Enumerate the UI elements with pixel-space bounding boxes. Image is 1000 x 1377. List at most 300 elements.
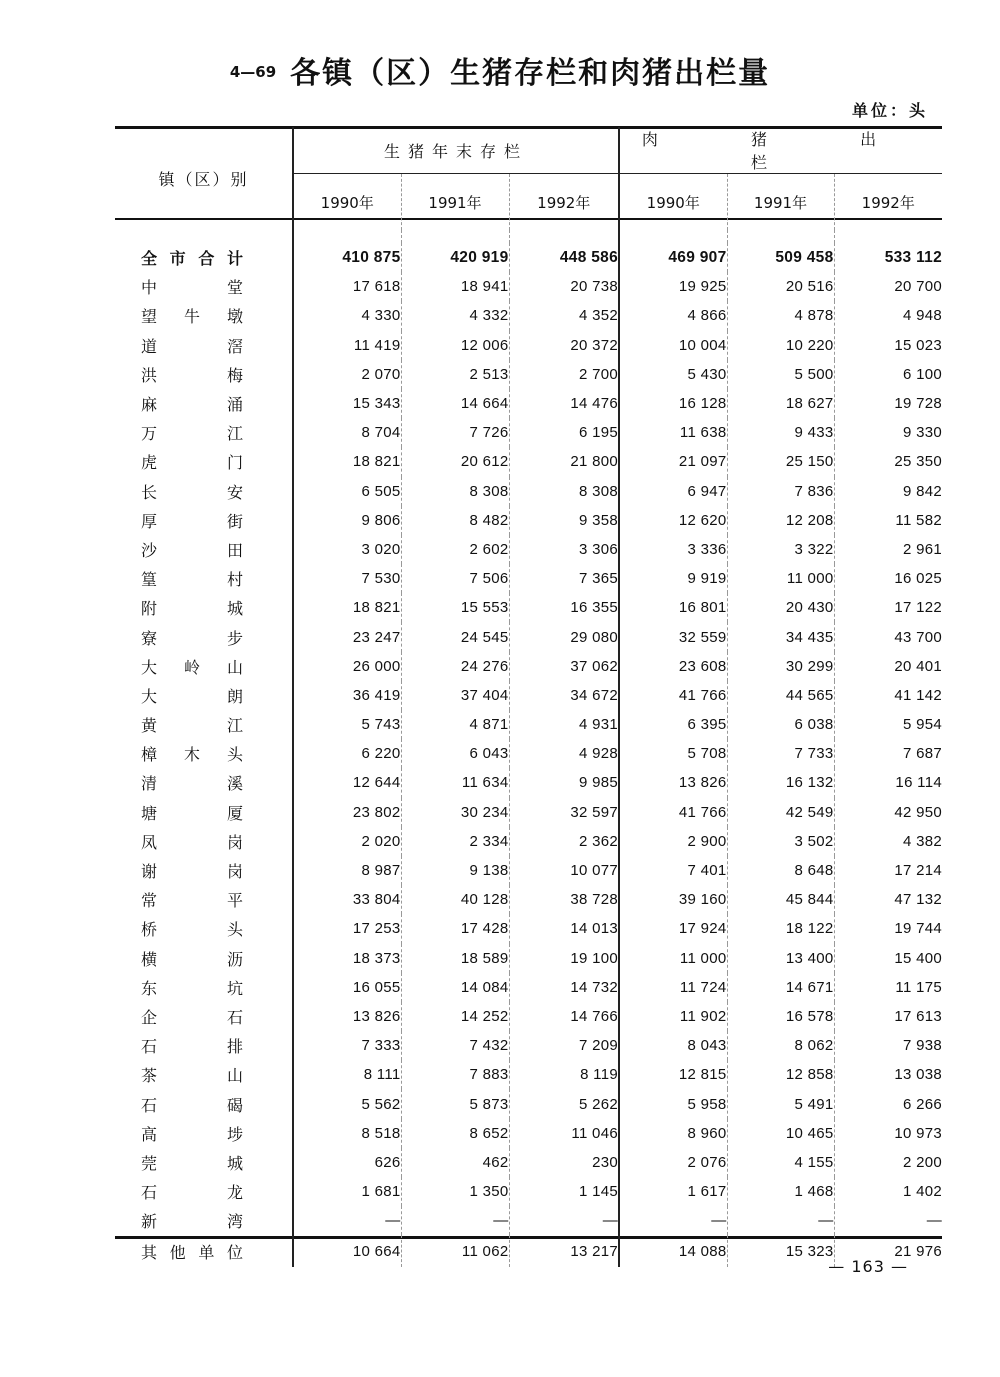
table-row — [115, 1148, 942, 1177]
value-cell: 4 330 — [293, 301, 401, 330]
value-cell: 5 708 — [619, 739, 727, 768]
value-cell: 4 871 — [401, 710, 509, 739]
value-cell: 16 132 — [727, 768, 834, 797]
region-name-cell — [115, 1177, 293, 1206]
value-cell: 2 700 — [509, 360, 619, 389]
region-name-char: 城 — [226, 1153, 243, 1173]
value-cell: 8 987 — [293, 856, 401, 885]
value-cell: 18 821 — [293, 447, 401, 476]
region-name-char: 堂 — [226, 278, 243, 298]
table-row — [115, 768, 942, 797]
value-cell: 17 613 — [834, 1002, 942, 1031]
slaughter-group-header: 肉 猪 出 栏 — [619, 127, 942, 174]
value-cell: 8 308 — [401, 477, 509, 506]
table-row — [115, 914, 942, 943]
region-name-cell — [115, 768, 293, 797]
value-cell: 14 732 — [509, 973, 619, 1002]
value-cell: 14 671 — [727, 973, 834, 1002]
value-cell: 5 430 — [619, 360, 727, 389]
value-cell: 45 844 — [727, 885, 834, 914]
value-cell: 4 332 — [401, 301, 509, 330]
value-cell: 448 586 — [509, 243, 619, 272]
value-cell: 15 323 — [727, 1235, 834, 1267]
region-name-char: 清 — [141, 774, 158, 794]
value-cell: 39 160 — [619, 885, 727, 914]
value-cell: 19 100 — [509, 944, 619, 973]
value-cell: 40 128 — [401, 885, 509, 914]
value-cell: 15 023 — [834, 331, 942, 360]
value-cell: 8 652 — [401, 1119, 509, 1148]
table-row — [115, 739, 942, 768]
value-cell: 18 589 — [401, 944, 509, 973]
year-header: 1991年 — [401, 174, 509, 231]
region-name-cell — [115, 447, 293, 476]
value-cell: 2 020 — [293, 827, 401, 856]
value-cell: 6 947 — [619, 477, 727, 506]
value-cell: 8 308 — [509, 477, 619, 506]
region-name-char: 全 — [141, 249, 158, 269]
year-header: 1992年 — [834, 174, 942, 231]
value-cell: 16 578 — [727, 1002, 834, 1031]
value-cell: 9 985 — [509, 768, 619, 797]
value-cell: 7 365 — [509, 564, 619, 593]
value-cell: 10 220 — [727, 331, 834, 360]
region-name-cell — [115, 331, 293, 360]
value-cell: 23 247 — [293, 622, 401, 651]
region-name-char: 莞 — [141, 1153, 158, 1173]
region-name-char: 横 — [141, 949, 158, 969]
region-name-char: 凤 — [141, 832, 158, 852]
value-cell: 21 976 — [834, 1235, 942, 1267]
table-row — [115, 477, 942, 506]
region-name-char: 樟 — [141, 745, 158, 765]
value-cell: 23 608 — [619, 652, 727, 681]
value-cell: 16 801 — [619, 593, 727, 622]
region-name-char: 桥 — [141, 920, 158, 940]
page-number: — 163 — — [828, 1257, 908, 1276]
value-cell: 8 960 — [619, 1119, 727, 1148]
region-name-char: 步 — [226, 628, 243, 648]
value-cell: 14 766 — [509, 1002, 619, 1031]
table-row — [115, 593, 942, 622]
value-cell: 20 372 — [509, 331, 619, 360]
table-row — [115, 681, 942, 710]
region-name-char: 岭 — [183, 657, 200, 677]
value-cell: 17 618 — [293, 272, 401, 301]
value-cell: 15 343 — [293, 389, 401, 418]
table-row — [115, 418, 942, 447]
value-cell: 10 004 — [619, 331, 727, 360]
table-row — [115, 331, 942, 360]
table-title-text: 各镇（区）生猪存栏和肉猪出栏量 — [290, 56, 771, 91]
region-name-char: 厦 — [226, 803, 243, 823]
table-row — [115, 1031, 942, 1060]
value-cell: 16 114 — [834, 768, 942, 797]
value-cell: 24 545 — [401, 622, 509, 651]
region-name-char: 高 — [141, 1124, 158, 1144]
region-name-char: 计 — [226, 249, 243, 269]
value-cell: — — [509, 1206, 619, 1235]
value-cell: 19 744 — [834, 914, 942, 943]
value-cell: 9 433 — [727, 418, 834, 447]
region-name-char: 沥 — [226, 949, 243, 969]
value-cell: 9 358 — [509, 506, 619, 535]
value-cell: 11 175 — [834, 973, 942, 1002]
value-cell: 17 214 — [834, 856, 942, 885]
value-cell: 6 266 — [834, 1089, 942, 1118]
value-cell: 36 419 — [293, 681, 401, 710]
table-row — [115, 1206, 942, 1235]
year-header: 1990年 — [619, 174, 727, 231]
region-name-cell — [115, 944, 293, 973]
value-cell: 7 733 — [727, 739, 834, 768]
value-cell: 2 900 — [619, 827, 727, 856]
value-cell: 11 046 — [509, 1119, 619, 1148]
value-cell: 20 401 — [834, 652, 942, 681]
value-cell: 4 948 — [834, 301, 942, 330]
value-cell: 16 025 — [834, 564, 942, 593]
region-name-char: 牛 — [183, 307, 200, 327]
region-name-cell — [115, 360, 293, 389]
region-name-char: 排 — [226, 1037, 243, 1057]
value-cell: 7 883 — [401, 1060, 509, 1089]
table-row — [115, 389, 942, 418]
region-name-cell — [115, 1002, 293, 1031]
region-name-char: 单 — [198, 1242, 215, 1262]
table-row — [115, 622, 942, 651]
region-name-char: 江 — [226, 424, 243, 444]
value-cell: 43 700 — [834, 622, 942, 651]
region-name-char: 市 — [169, 249, 186, 269]
value-cell: 20 516 — [727, 272, 834, 301]
value-cell: — — [834, 1206, 942, 1235]
value-cell: 14 476 — [509, 389, 619, 418]
region-name-char: 位 — [226, 1242, 243, 1262]
value-cell: 17 253 — [293, 914, 401, 943]
region-column-header: 镇（区）别 — [158, 170, 249, 189]
table-row — [115, 944, 942, 973]
value-cell: 1 145 — [509, 1177, 619, 1206]
region-name-cell — [115, 622, 293, 651]
value-cell: 7 432 — [401, 1031, 509, 1060]
region-name-char: 大 — [141, 686, 158, 706]
value-cell: 12 208 — [727, 506, 834, 535]
value-cell: 30 299 — [727, 652, 834, 681]
table-number: 4—69 — [229, 63, 277, 81]
table-row — [115, 360, 942, 389]
value-cell: 11 582 — [834, 506, 942, 535]
table-row — [115, 1002, 942, 1031]
region-name-char: 山 — [226, 657, 243, 677]
value-cell: 17 428 — [401, 914, 509, 943]
value-cell: 15 553 — [401, 593, 509, 622]
value-cell: 8 482 — [401, 506, 509, 535]
value-cell: 12 644 — [293, 768, 401, 797]
value-cell: 18 821 — [293, 593, 401, 622]
unit-label: 单位：头 — [851, 101, 928, 120]
value-cell: 626 — [293, 1148, 401, 1177]
value-cell: 7 836 — [727, 477, 834, 506]
region-name-char: 他 — [169, 1242, 186, 1262]
value-cell: 25 150 — [727, 447, 834, 476]
region-name-char: 万 — [141, 424, 158, 444]
value-cell: 26 000 — [293, 652, 401, 681]
region-name-char: 沙 — [141, 540, 158, 560]
region-name-char: 安 — [226, 482, 243, 502]
table-row — [115, 1119, 942, 1148]
value-cell: 7 333 — [293, 1031, 401, 1060]
value-cell: 34 672 — [509, 681, 619, 710]
region-name-cell — [115, 856, 293, 885]
region-name-char: 篁 — [141, 570, 158, 590]
region-name-cell — [115, 710, 293, 739]
table-row — [115, 1060, 942, 1089]
table-row — [115, 564, 942, 593]
value-cell: 18 122 — [727, 914, 834, 943]
value-cell: 3 336 — [619, 535, 727, 564]
value-cell: 20 430 — [727, 593, 834, 622]
region-name-char: 岗 — [226, 832, 243, 852]
value-cell: 6 043 — [401, 739, 509, 768]
region-name-char: 石 — [141, 1095, 158, 1115]
value-cell: 3 306 — [509, 535, 619, 564]
region-name-cell — [115, 827, 293, 856]
value-cell: 12 620 — [619, 506, 727, 535]
region-name-char: 村 — [226, 570, 243, 590]
value-cell: 7 209 — [509, 1031, 619, 1060]
table-row — [115, 1177, 942, 1206]
region-name-char: 企 — [141, 1007, 158, 1027]
value-cell: 42 950 — [834, 798, 942, 827]
value-cell: 33 804 — [293, 885, 401, 914]
region-name-cell — [115, 681, 293, 710]
table-row — [115, 885, 942, 914]
value-cell: 4 352 — [509, 301, 619, 330]
value-cell: 13 400 — [727, 944, 834, 973]
value-cell: 9 842 — [834, 477, 942, 506]
value-cell: 410 875 — [293, 243, 401, 272]
value-cell: 44 565 — [727, 681, 834, 710]
value-cell: 32 559 — [619, 622, 727, 651]
value-cell: 8 119 — [509, 1060, 619, 1089]
value-cell: 7 726 — [401, 418, 509, 447]
value-cell: 11 419 — [293, 331, 401, 360]
value-cell: 11 638 — [619, 418, 727, 447]
value-cell: 17 122 — [834, 593, 942, 622]
region-name-char: 望 — [141, 307, 158, 327]
value-cell: 5 562 — [293, 1089, 401, 1118]
region-name-char: 茶 — [141, 1066, 158, 1086]
value-cell: 24 276 — [401, 652, 509, 681]
region-name-char: 其 — [141, 1242, 158, 1262]
value-cell: 6 195 — [509, 418, 619, 447]
region-name-cell — [115, 564, 293, 593]
value-cell: 5 743 — [293, 710, 401, 739]
region-name-char: 长 — [141, 482, 158, 502]
table-row — [115, 827, 942, 856]
value-cell: 8 648 — [727, 856, 834, 885]
value-cell: 12 858 — [727, 1060, 834, 1089]
value-cell: 18 373 — [293, 944, 401, 973]
value-cell: 4 928 — [509, 739, 619, 768]
table-row — [115, 506, 942, 535]
value-cell: 10 465 — [727, 1119, 834, 1148]
value-cell: 509 458 — [727, 243, 834, 272]
region-name-cell — [115, 1031, 293, 1060]
value-cell: — — [401, 1206, 509, 1235]
region-name-cell — [115, 272, 293, 301]
value-cell: 12 815 — [619, 1060, 727, 1089]
value-cell: 1 468 — [727, 1177, 834, 1206]
region-name-char: 岗 — [226, 862, 243, 882]
region-name-char: 合 — [198, 249, 215, 269]
value-cell: 7 938 — [834, 1031, 942, 1060]
value-cell: 2 200 — [834, 1148, 942, 1177]
value-cell: 5 491 — [727, 1089, 834, 1118]
value-cell: 3 020 — [293, 535, 401, 564]
region-name-char: 石 — [226, 1007, 243, 1027]
region-name-char: 滘 — [226, 336, 243, 356]
value-cell: 8 062 — [727, 1031, 834, 1060]
value-cell: 9 330 — [834, 418, 942, 447]
region-name-cell — [115, 798, 293, 827]
value-cell: 17 924 — [619, 914, 727, 943]
region-name-cell — [115, 477, 293, 506]
value-cell: 37 062 — [509, 652, 619, 681]
year-header: 1991年 — [727, 174, 834, 231]
value-cell: 47 132 — [834, 885, 942, 914]
region-name-cell — [115, 1206, 293, 1235]
value-cell: 21 800 — [509, 447, 619, 476]
value-cell: 18 627 — [727, 389, 834, 418]
value-cell: 4 155 — [727, 1148, 834, 1177]
value-cell: 11 000 — [619, 944, 727, 973]
value-cell: 9 138 — [401, 856, 509, 885]
table-row — [115, 856, 942, 885]
value-cell: 20 612 — [401, 447, 509, 476]
value-cell: 469 907 — [619, 243, 727, 272]
value-cell: 2 513 — [401, 360, 509, 389]
value-cell: 14 084 — [401, 973, 509, 1002]
value-cell: 10 973 — [834, 1119, 942, 1148]
region-name-char: 头 — [226, 920, 243, 940]
table-row — [115, 798, 942, 827]
value-cell: 7 401 — [619, 856, 727, 885]
value-cell: 6 038 — [727, 710, 834, 739]
region-name-cell — [115, 914, 293, 943]
value-cell: 14 013 — [509, 914, 619, 943]
table-row — [115, 447, 942, 476]
region-name-cell — [115, 418, 293, 447]
value-cell: 8 111 — [293, 1060, 401, 1089]
region-name-cell — [115, 1235, 293, 1267]
value-cell: 1 350 — [401, 1177, 509, 1206]
region-name-cell — [115, 973, 293, 1002]
value-cell: 1 617 — [619, 1177, 727, 1206]
region-name-cell — [115, 885, 293, 914]
value-cell: 2 334 — [401, 827, 509, 856]
region-name-char: 石 — [141, 1037, 158, 1057]
value-cell: 6 100 — [834, 360, 942, 389]
value-cell: 6 395 — [619, 710, 727, 739]
region-name-char: 谢 — [141, 862, 158, 882]
region-name-char: 碣 — [226, 1095, 243, 1115]
value-cell: 32 597 — [509, 798, 619, 827]
value-cell: 19 728 — [834, 389, 942, 418]
value-cell: 18 941 — [401, 272, 509, 301]
value-cell: — — [727, 1206, 834, 1235]
value-cell: 10 664 — [293, 1235, 401, 1267]
value-cell: 38 728 — [509, 885, 619, 914]
region-name-char: 洪 — [141, 365, 158, 385]
value-cell: 4 931 — [509, 710, 619, 739]
value-cell: 13 826 — [619, 768, 727, 797]
total-row — [115, 243, 942, 272]
region-name-char: 埗 — [226, 1124, 243, 1144]
value-cell: 16 355 — [509, 593, 619, 622]
value-cell: 34 435 — [727, 622, 834, 651]
value-cell: 20 738 — [509, 272, 619, 301]
region-name-char: 湾 — [226, 1212, 243, 1232]
region-name-cell — [115, 535, 293, 564]
table-row — [115, 535, 942, 564]
value-cell: 16 055 — [293, 973, 401, 1002]
value-cell: 4 382 — [834, 827, 942, 856]
value-cell: 2 602 — [401, 535, 509, 564]
region-name-char: 厚 — [141, 511, 158, 531]
value-cell: 7 687 — [834, 739, 942, 768]
table-title — [0, 48, 1000, 92]
value-cell: 11 634 — [401, 768, 509, 797]
region-name-char: 田 — [226, 540, 243, 560]
region-name-cell — [115, 1119, 293, 1148]
value-cell: 6 505 — [293, 477, 401, 506]
region-name-cell — [115, 652, 293, 681]
region-name-char: 龙 — [226, 1183, 243, 1203]
value-cell: 37 404 — [401, 681, 509, 710]
value-cell: 3 322 — [727, 535, 834, 564]
value-cell: 5 958 — [619, 1089, 727, 1118]
table-row — [115, 652, 942, 681]
region-name-char: 木 — [183, 745, 200, 765]
region-name-char: 常 — [141, 891, 158, 911]
value-cell: 14 664 — [401, 389, 509, 418]
region-name-cell — [115, 389, 293, 418]
value-cell: 9 806 — [293, 506, 401, 535]
value-cell: 42 549 — [727, 798, 834, 827]
value-cell: 14 088 — [619, 1235, 727, 1267]
region-name-char: 中 — [141, 278, 158, 298]
value-cell: 7 506 — [401, 564, 509, 593]
value-cell: 29 080 — [509, 622, 619, 651]
region-name-char: 新 — [141, 1212, 158, 1232]
value-cell: 420 919 — [401, 243, 509, 272]
region-name-char: 道 — [141, 336, 158, 356]
value-cell: 14 252 — [401, 1002, 509, 1031]
region-name-char: 城 — [226, 599, 243, 619]
value-cell: 8 704 — [293, 418, 401, 447]
value-cell: 3 502 — [727, 827, 834, 856]
region-name-char: 溪 — [226, 774, 243, 794]
region-name-cell — [115, 506, 293, 535]
value-cell: 1 681 — [293, 1177, 401, 1206]
value-cell: 11 062 — [401, 1235, 509, 1267]
region-name-char: 江 — [226, 716, 243, 736]
value-cell: 10 077 — [509, 856, 619, 885]
region-name-char: 墩 — [226, 307, 243, 327]
value-cell: 2 362 — [509, 827, 619, 856]
table-row — [115, 1235, 942, 1267]
